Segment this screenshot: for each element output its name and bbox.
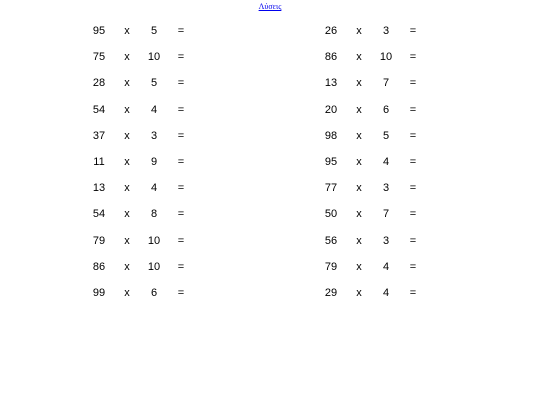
multiply-sign: x (356, 129, 362, 142)
problem-row (318, 149, 438, 175)
multiply-sign: x (124, 103, 130, 116)
second-operand: 5 (382, 129, 390, 142)
second-operand: 3 (382, 234, 390, 247)
first-operand: 50 (324, 208, 338, 221)
problem-row (86, 149, 206, 175)
second-operand: 4 (150, 182, 158, 195)
equals-sign: = (409, 286, 417, 299)
problem-row (86, 70, 206, 96)
second-operand: 7 (382, 77, 390, 90)
equals-sign: = (409, 234, 417, 247)
equals-sign: = (409, 260, 417, 273)
multiply-sign: x (356, 286, 362, 299)
first-operand: 29 (324, 286, 338, 299)
problem-row (318, 280, 438, 306)
second-operand: 4 (382, 155, 390, 168)
second-operand: 3 (382, 25, 390, 37)
left-problem-column (86, 18, 206, 306)
multiply-sign: x (356, 260, 362, 273)
problem-row (318, 97, 438, 123)
equals-sign: = (409, 103, 417, 116)
problem-row (318, 18, 438, 44)
multiply-sign: x (124, 286, 130, 299)
equals-sign: = (177, 182, 185, 195)
multiply-sign: x (356, 182, 362, 195)
equals-sign: = (409, 155, 417, 168)
multiply-sign: x (124, 129, 130, 142)
first-operand: 13 (324, 77, 338, 90)
first-operand: 54 (92, 103, 106, 116)
problem-row (318, 123, 438, 149)
first-operand: 77 (324, 182, 338, 195)
second-operand: 5 (150, 77, 158, 90)
second-operand: 9 (150, 155, 158, 168)
problem-row (86, 44, 206, 70)
multiply-sign: x (356, 103, 362, 116)
equals-sign: = (177, 103, 185, 116)
problem-row (86, 201, 206, 227)
equals-sign: = (409, 129, 417, 142)
problem-row (318, 201, 438, 227)
problem-row (318, 254, 438, 280)
second-operand: 6 (382, 103, 390, 116)
problem-row (318, 44, 438, 70)
multiply-sign: x (356, 208, 362, 221)
second-operand: 4 (150, 103, 158, 116)
multiply-sign: x (124, 234, 130, 247)
problem-row (318, 70, 438, 96)
second-operand: 7 (382, 208, 390, 221)
multiply-sign: x (356, 77, 362, 90)
first-operand: 95 (92, 25, 106, 37)
first-operand: 99 (92, 286, 106, 299)
multiply-sign: x (356, 51, 362, 64)
multiply-sign: x (356, 155, 362, 168)
second-operand: 6 (150, 286, 158, 299)
first-operand: 86 (92, 260, 106, 273)
multiply-sign: x (356, 25, 362, 37)
first-operand: 86 (324, 51, 338, 64)
second-operand: 4 (382, 286, 390, 299)
problem-row (318, 175, 438, 201)
second-operand: 10 (147, 234, 161, 247)
second-operand: 10 (379, 51, 393, 64)
second-operand: 10 (147, 260, 161, 273)
first-operand: 13 (92, 182, 106, 195)
equals-sign: = (177, 234, 185, 247)
header (0, 2, 540, 12)
multiply-sign: x (124, 51, 130, 64)
first-operand: 75 (92, 51, 106, 64)
multiply-sign: x (124, 155, 130, 168)
multiply-sign: x (124, 77, 130, 90)
problem-row (318, 228, 438, 254)
first-operand: 28 (92, 77, 106, 90)
problem-row (86, 228, 206, 254)
problem-row (86, 123, 206, 149)
second-operand: 5 (150, 25, 158, 37)
equals-sign: = (177, 155, 185, 168)
problem-row (86, 254, 206, 280)
solutions-link[interactable]: Λύσεις (258, 2, 282, 11)
first-operand: 26 (324, 25, 338, 37)
first-operand: 37 (92, 129, 106, 142)
equals-sign: = (177, 51, 185, 64)
problem-row (86, 18, 206, 44)
multiply-sign: x (124, 25, 130, 37)
multiply-sign: x (124, 182, 130, 195)
equals-sign: = (409, 25, 417, 37)
second-operand: 8 (150, 208, 158, 221)
multiply-sign: x (124, 260, 130, 273)
problem-row (86, 97, 206, 123)
first-operand: 11 (93, 155, 105, 168)
first-operand: 79 (92, 234, 106, 247)
problem-row (86, 280, 206, 306)
problem-row (86, 175, 206, 201)
first-operand: 79 (324, 260, 338, 273)
first-operand: 56 (324, 234, 338, 247)
second-operand: 3 (150, 129, 158, 142)
multiply-sign: x (356, 234, 362, 247)
first-operand: 95 (324, 155, 338, 168)
first-operand: 20 (324, 103, 338, 116)
equals-sign: = (177, 286, 185, 299)
first-operand: 98 (324, 129, 338, 142)
right-problem-column (318, 18, 438, 306)
equals-sign: = (409, 182, 417, 195)
equals-sign: = (177, 77, 185, 90)
equals-sign: = (409, 208, 417, 221)
equals-sign: = (409, 51, 417, 64)
equals-sign: = (177, 260, 185, 273)
equals-sign: = (177, 129, 185, 142)
first-operand: 54 (92, 208, 106, 221)
equals-sign: = (177, 208, 185, 221)
second-operand: 10 (147, 51, 161, 64)
second-operand: 3 (382, 182, 390, 195)
equals-sign: = (409, 77, 417, 90)
second-operand: 4 (382, 260, 390, 273)
multiply-sign: x (124, 208, 130, 221)
equals-sign: = (177, 25, 185, 37)
